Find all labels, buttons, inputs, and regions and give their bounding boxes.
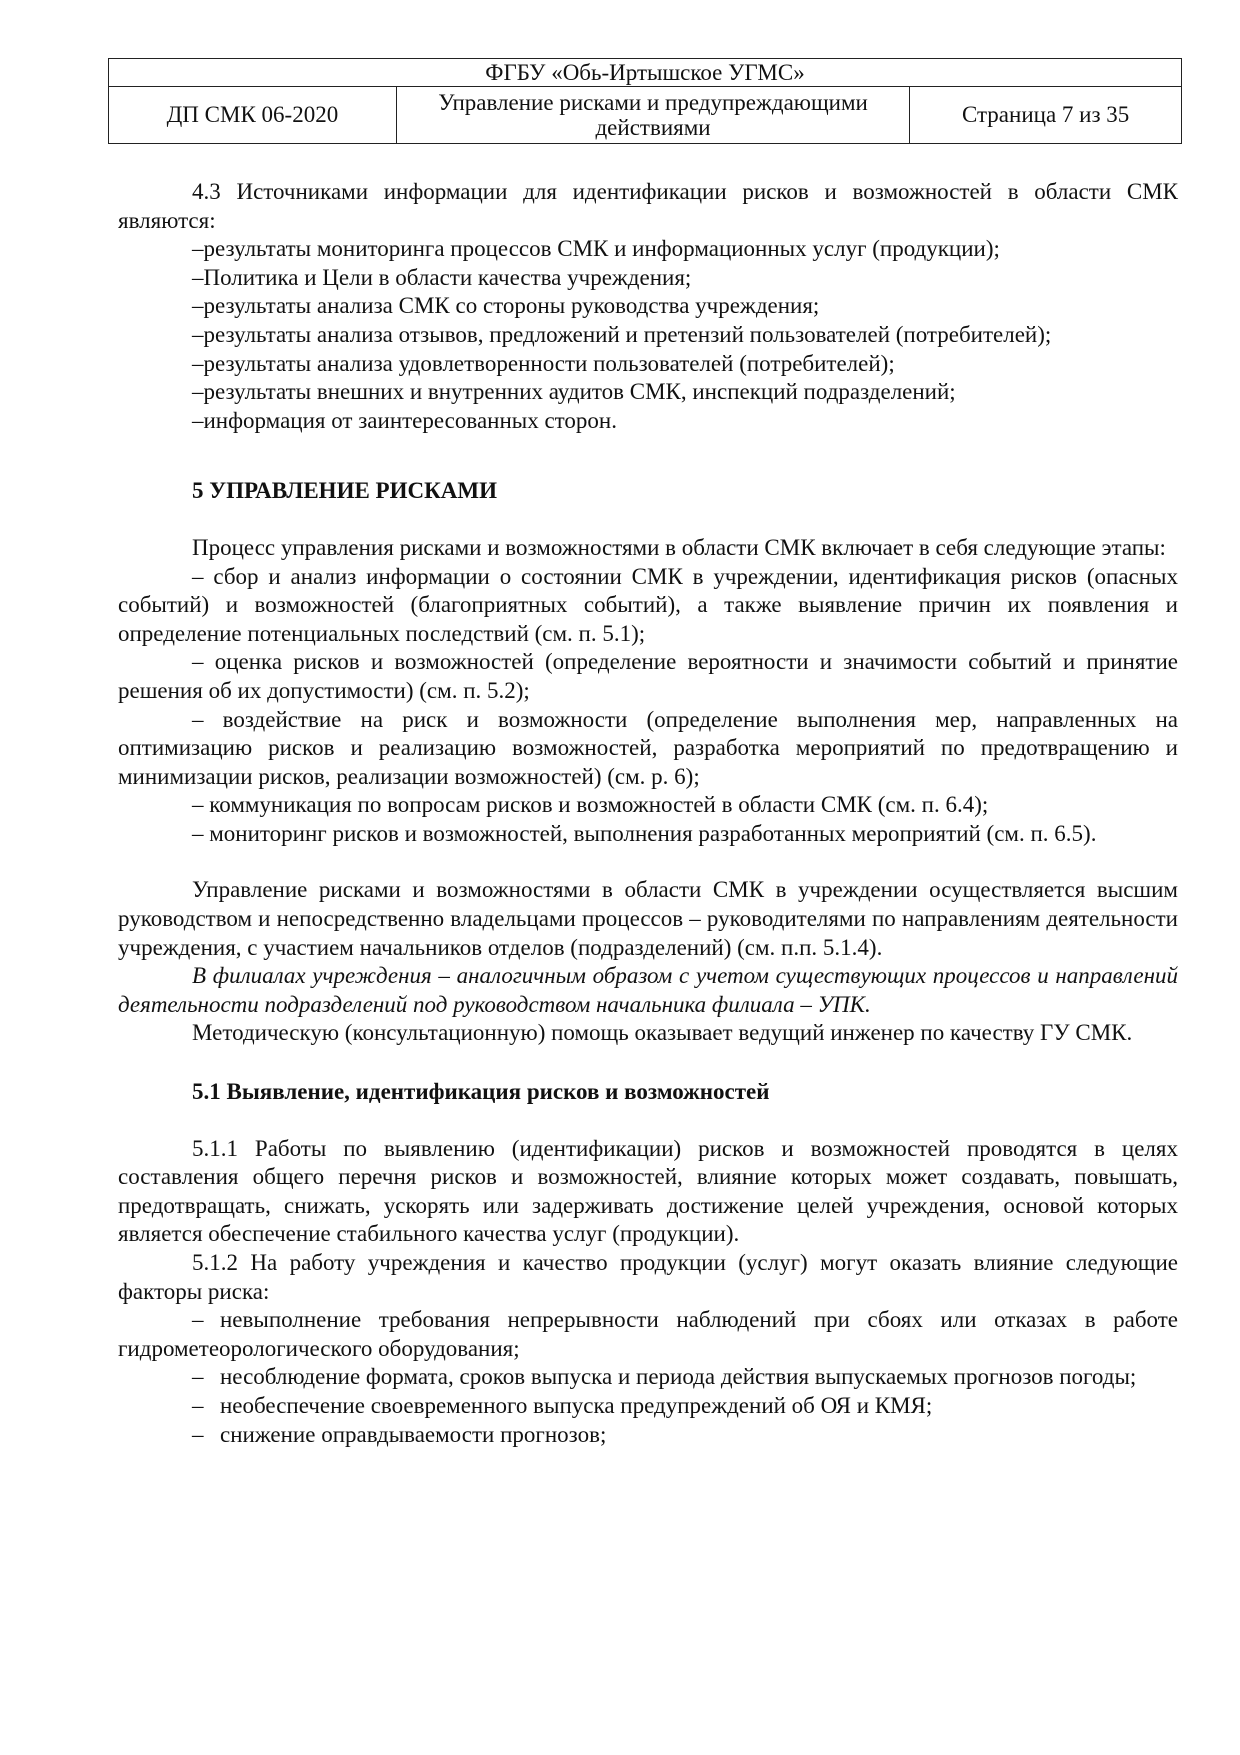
document-title [396, 87, 909, 144]
paragraph-5-1-2: 5.1.2 На работу учреждения и качество продукции (услуг) могут оказать влияние следующие факторы риска: [118, 1250, 1178, 1304]
list-item: – оценка рисков и возможностей (определение вероятности и значимости событий и принятие решения об их допустимости) (см. п. 5.2); [118, 649, 1178, 703]
list-item: – невыполнение требования непрерывности наблюдений при сбоях или отказах в работе гидрометеорологического оборудования; [118, 1307, 1178, 1361]
list-item: – необеспечение своевременного выпуска предупреждений об ОЯ и КМЯ; [192, 1392, 933, 1418]
list-item: –результаты анализа удовлетворенности пользователей (потребителей); [192, 350, 895, 376]
list-item: – сбор и анализ информации о состоянии СМК в учреждении, идентификация рисков (опасных событий) и возможностей (благоприятных событий), а также выявление причин их появления и определение потенциальных последствий (см. п. 5.1); [118, 563, 1178, 646]
list-item: – несоблюдение формата, сроков выпуска и периода действия выпускаемых прогнозов погоды; [192, 1364, 1137, 1390]
page-number: Страница 7 из 35 [910, 87, 1182, 144]
document-title-line1: Управление рисками и предупреждающими [438, 89, 868, 115]
list-item: –результаты мониторинга процессов СМК и информационных услуг (продукции); [192, 236, 1000, 262]
management-paragraph: Управление рисками и возможностями в области СМК в учреждении осуществляется высшим руководством и непосредственно владельцами процессов – руководителями по направлениям деятельности учреждения, с участием начальников отделов (подразделений) (см. п.п. 5.1.4). [118, 877, 1178, 960]
risk-factors-list [118, 1306, 1178, 1449]
list-item: – снижение оправдываемости прогнозов; [192, 1421, 607, 1447]
document-title-line2: действиями [595, 115, 711, 140]
document-code: ДП СМК 06-2020 [109, 87, 397, 144]
sources-list [118, 235, 1178, 435]
section-5-heading: 5 УПРАВЛЕНИЕ РИСКАМИ [192, 478, 497, 504]
document-header-table [108, 58, 1182, 144]
section-4-3-intro: 4.3 Источниками информации для идентификации рисков и возможностей в области СМК являются: [118, 179, 1178, 233]
section-5-intro: Процесс управления рисками и возможностями в области СМК включает в себя следующие этапы: [192, 534, 1166, 560]
list-item: –результаты внешних и внутренних аудитов СМК, инспекций подразделений; [192, 379, 956, 405]
list-item: – воздействие на риск и возможности (определение выполнения мер, направленных на оптимизацию рисков и реализацию возможностей, разработка мероприятий по предотвращению и минимизации рисков, реализации возможностей) (см. р. 6); [118, 706, 1178, 789]
process-stages-list [118, 563, 1178, 849]
document-body [118, 178, 1178, 1449]
list-item: –результаты анализа отзывов, предложений и претензий пользователей (потребителей); [192, 321, 1052, 347]
list-item: – коммуникация по вопросам рисков и возможностей в области СМК (см. п. 6.4); [192, 792, 989, 818]
paragraph-5-1-1: 5.1.1 Работы по выявлению (идентификации) рисков и возможностей проводятся в целях составления общего перечня рисков и возможностей, влияние которых может создавать, повышать, предотвращать, снижать, ускорять или задерживать достижение целей учреждения, основой которых является обеспечение стабильного качества услуг (продукции). [118, 1135, 1178, 1247]
list-item: –информация от заинтересованных сторон. [192, 407, 617, 433]
branches-paragraph: В филиалах учреждения – аналогичным образом с учетом существующих процессов и направлений деятельности подразделений под руководством начальника филиала – УПК. [118, 963, 1178, 1017]
list-item: –результаты анализа СМК со стороны руководства учреждения; [192, 293, 820, 319]
methodical-help-paragraph: Методическую (консультационную) помощь оказывает ведущий инженер по качеству ГУ СМК. [192, 1020, 1133, 1046]
organization-name: ФГБУ «Обь-Иртышское УГМС» [109, 59, 1182, 87]
list-item: –Политика и Цели в области качества учреждения; [192, 264, 692, 290]
section-5-1-heading: 5.1 Выявление, идентификация рисков и возможностей [192, 1079, 770, 1105]
list-item: – мониторинг рисков и возможностей, выполнения разработанных мероприятий (см. п. 6.5). [192, 820, 1097, 846]
